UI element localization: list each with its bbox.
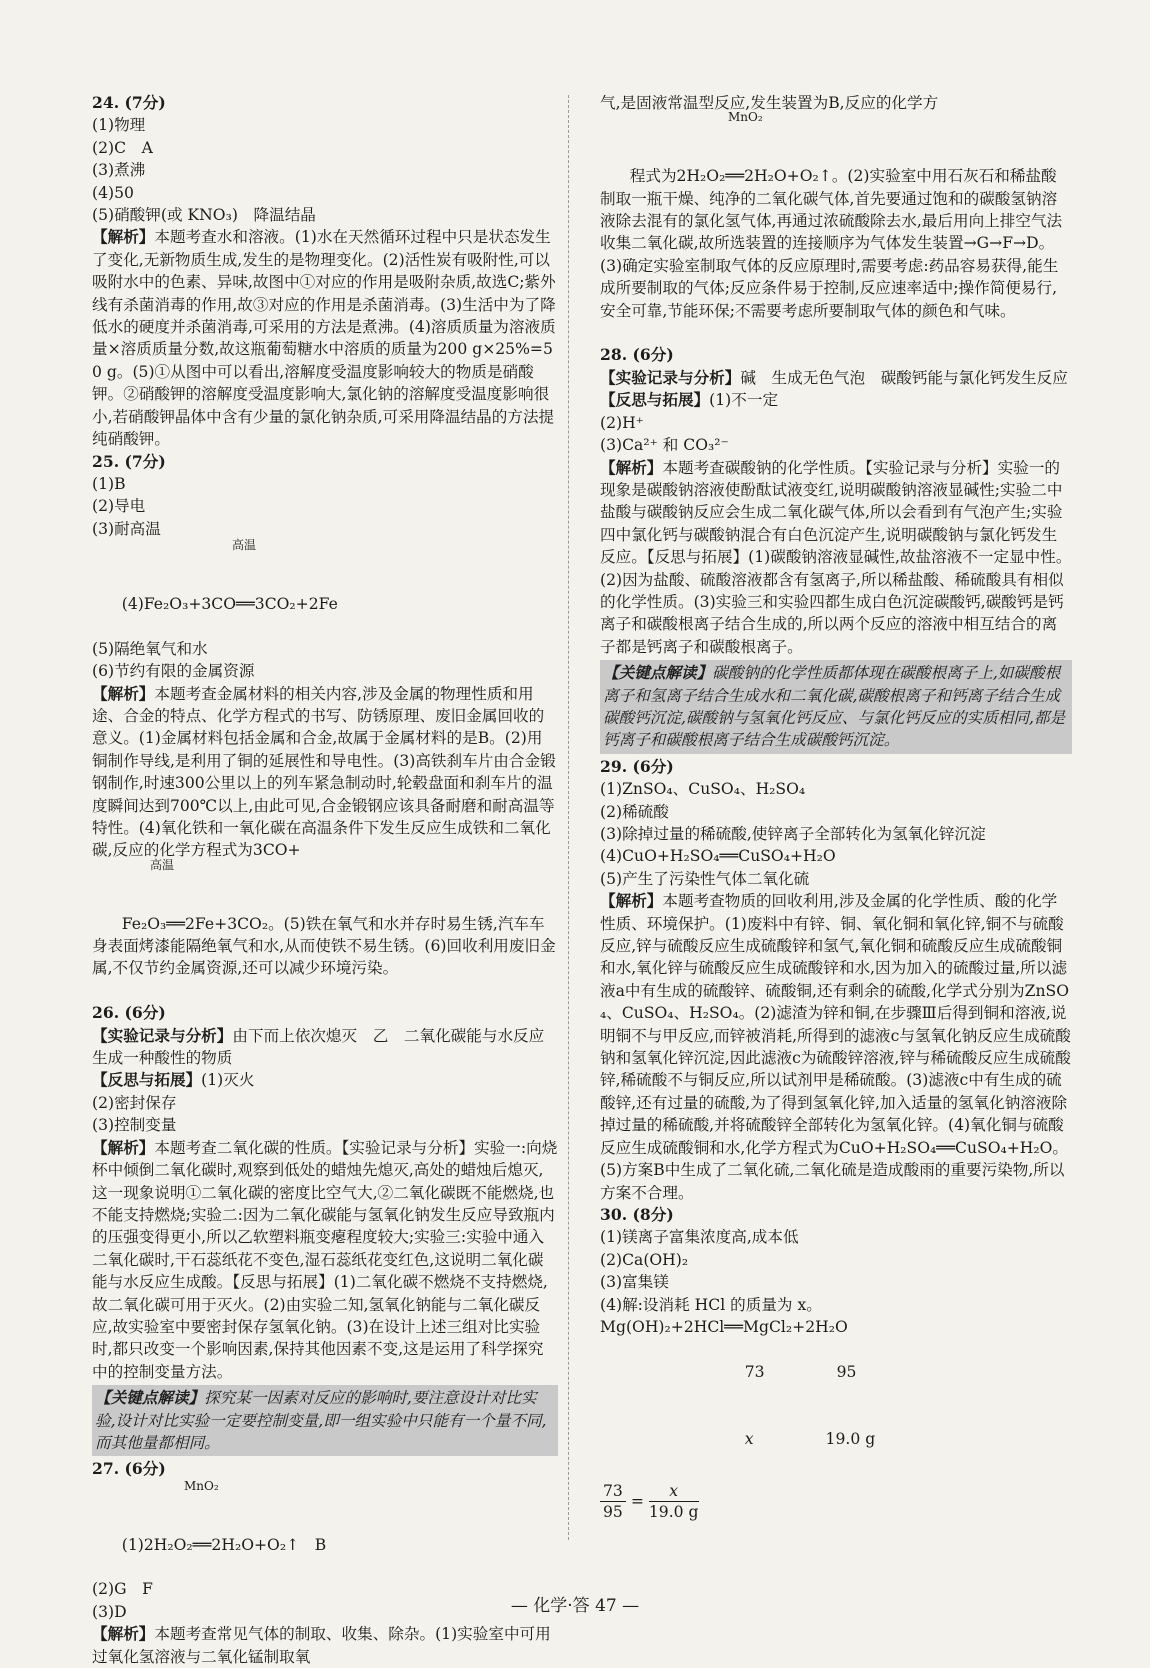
- right-column: [600, 92, 1072, 1522]
- record-tag: 【实验记录与分析】: [600, 367, 741, 387]
- analysis-text: 本题考查常见气体的制取、收集、除杂。(1)实验室中可用过氧化氢溶液与二氧化锰制取氧: [92, 1625, 551, 1666]
- question-24: [92, 92, 558, 451]
- key-point-box: [92, 1385, 558, 1456]
- calc-value: x: [744, 1429, 754, 1448]
- question-27: [92, 1458, 558, 1668]
- fraction-right: [649, 1481, 699, 1522]
- answer-line: (4)解:设消耗 HCl 的质量为 x。: [600, 1295, 822, 1314]
- calc-mass-row: [600, 1338, 1072, 1405]
- analysis-continuation: [600, 110, 1072, 344]
- record-tag: 【实验记录与分析】: [92, 1025, 233, 1045]
- analysis-paragraph: [92, 1137, 558, 1383]
- question-25: [92, 451, 558, 1003]
- question-heading: 26. (6分): [92, 1003, 166, 1023]
- analysis-paragraph: [92, 226, 558, 450]
- key-tag: 【关键点解读】: [603, 663, 713, 683]
- question-heading: 27. (6分): [92, 1459, 166, 1479]
- analysis-paragraph: [600, 890, 1072, 1204]
- answer-line: (5)隔绝氧气和水: [92, 639, 208, 658]
- reflect-text: (1)灭火: [201, 1071, 255, 1090]
- reflect-line: [92, 1069, 558, 1091]
- equation-text: (4)Fe₂O₃+3CO══3CO₂+2Fe: [121, 594, 338, 613]
- answer-line: (5)产生了污染性气体二氧化硫: [600, 869, 810, 888]
- answer-line: (2)H⁺: [600, 413, 644, 432]
- reflect-line: [600, 389, 1072, 411]
- answer-line: (2)密封保存: [92, 1093, 177, 1112]
- analysis-tag: 【解析】: [600, 891, 663, 911]
- answer-line: (1)物理: [92, 116, 146, 135]
- question-heading: 30. (8分): [600, 1204, 674, 1224]
- answer-line: (3)煮沸: [92, 161, 146, 180]
- answer-line: (2)Ca(OH)₂: [600, 1250, 689, 1269]
- analysis-tag: 【解析】: [92, 1137, 155, 1157]
- record-text: 由下而上依次熄灭 乙 二氧化碳能与水反应生成一种酸性的物质: [92, 1026, 545, 1068]
- analysis-continuation: [92, 857, 558, 1002]
- analysis-paragraph: [92, 683, 558, 862]
- answer-line: (2)导电: [92, 497, 146, 516]
- calc-value: 95: [836, 1362, 857, 1381]
- equation-line: [92, 538, 558, 638]
- question-27-continued: [600, 92, 1072, 344]
- reflect-tag: 【反思与拓展】: [92, 1070, 202, 1090]
- answer-line: (3)Ca²⁺ 和 CO₃²⁻: [600, 436, 729, 455]
- record-line: [92, 1025, 558, 1070]
- question-heading: 28. (6分): [600, 345, 674, 365]
- answer-line: (2)C A: [92, 138, 153, 157]
- key-text: 碳酸钠的化学性质都体现在碳酸根离子上,如碳酸根离子和氢离子结合生成水和二氧化碳,碳酸根离子和钙离子结合生成碳酸钙沉淀,碳酸钠与氢氧化钙反应、与氯化钙反应的实质相同,都是钙离子和碳酸根离子结合生成碳酸钙沉淀。: [603, 664, 1066, 750]
- question-28: [600, 344, 1072, 753]
- fraction-left: [600, 1481, 626, 1522]
- equation-text: (1)2H₂O₂══2H₂O+O₂↑ B: [121, 1535, 327, 1554]
- calc-value: 19.0 g: [825, 1429, 876, 1448]
- question-30: [600, 1204, 1072, 1522]
- answer-line: (4)CuO+H₂SO₄══CuSO₄+H₂O: [600, 847, 836, 866]
- key-text: 探究某一因素对反应的影响时,要注意设计对比实验,设计对比实验一定要控制变量,即一组实验中只能有一个量不同,而其他量都相同。: [95, 1389, 547, 1452]
- analysis-text: Fe₂O₃══2Fe+3CO₂。(5)铁在氧气和水并存时易生锈,汽车车身表面烤漆能隔绝氧气和水,从而使铁不易生锈。(6)回收利用废旧金属,不仅节约金属资源,还可以减少环境污染。: [92, 914, 556, 978]
- answer-line: (5)硝酸钾(或 KNO₃) 降温结晶: [92, 206, 316, 225]
- question-heading: 24. (7分): [92, 93, 166, 112]
- answer-line: (1)B: [92, 474, 126, 493]
- record-text: 碱 生成无色气泡 碳酸钙能与氯化钙发生反应: [740, 368, 1068, 387]
- reaction-condition: 高温: [150, 857, 175, 872]
- analysis-text: 本题考查二氧化碳的性质。【实验记录与分析】实验一:向烧杯中倾倒二氧化碳时,观察到低处的蜡烛先熄灭,高处的蜡烛后熄灭,这一现象说明①二氧化碳的密度比空气大,②二氧化碳既不能燃烧,也不能支持燃烧;实验二:因为二氧化碳能与氢氧化钠发生反应导致瓶内的压强变得更小,所以乙软塑料瓶变瘪程度较大;实验三:实验中通入二氧化碳时,干石蕊纸花不变色,湿石蕊纸花变红色,这说明二氧化碳能与水反应生成酸。【反思与拓展】(1)二氧化碳不燃烧不支持燃烧,故二氧化碳可用于灭火。(2)由实验二知,氢氧化钠能与二氧化碳反应,故实验室中要密封保存氢氧化钠。(3)在设计上述三组对比实验时,都只改变一个影响因素,保持其他因素不变,这是运用了科学探究中的控制变量方法。: [92, 1138, 558, 1381]
- equation-line: [92, 1478, 558, 1579]
- calc-value: 73: [744, 1362, 765, 1381]
- question-heading: 29. (6分): [600, 756, 674, 776]
- analysis-tag: 【解析】: [92, 227, 155, 247]
- calc-var-row: [600, 1406, 1072, 1473]
- analysis-text: 程式为2H₂O₂══2H₂O+O₂↑。(2)实验室中用石灰石和稀盐酸制取一瓶干燥、纯净的二氧化碳气体,首先要通过饱和的碳酸氢钠溶液除去混有的氯化氢气体,再通过浓硫酸除去水,最后用向上排空气法收集二氧化碳,故所选装置的连接顺序为气体发生装置→G→F→D。(3)确定实验室制取气体的反应原理时,需要考虑:药品容易获得,能生成所要制取的气体;反应条件易于控制,反应速率适中;操作简便易行,安全可靠,节能环保;不需要考虑所要制取气体的颜色和气味。: [600, 167, 1063, 320]
- answer-line: (6)节约有限的金属资源: [92, 662, 255, 681]
- answer-line: (3)耐高温: [92, 519, 161, 538]
- analysis-paragraph: [600, 457, 1072, 659]
- analysis-text: 本题考查物质的回收利用,涉及金属的化学性质、酸的化学性质、环境保护。(1)废料中有锌、铜、氧化铜和氧化锌,铜不与硫酸反应,锌与硫酸反应生成硫酸锌和氢气,氧化铜和硫酸反应生成硫酸铜和水,氧化锌与硫酸反应生成硫酸锌和水,因为加入的硫酸过量,所以滤液a中有生成的硫酸锌、硫酸铜,还有剩余的硫酸,化学式分别为ZnSO₄、CuSO₄、H₂SO₄。(2)滤渣为锌和铜,在步骤Ⅲ后得到铜和溶液,说明铜不与甲反应,而锌被消耗,所得到的滤液c与氢氧化钠反应生成硫酸钠和氢氧化锌沉淀,因此滤液c为硫酸锌溶液,锌与稀硫酸反应生成硫酸锌,稀硫酸不与铜反应,所以试剂甲是稀硫酸。(3)滤液c中有生成的硫酸锌,还有过量的硫酸,为了得到氢氧化锌,加入适量的氢氧化钠溶液除掉过量的稀硫酸,并将硫酸锌全部转化为氢氧化锌。(4)氧化铜与硫酸反应生成硫酸铜和水,化学方程式为CuO+H₂SO₄══CuSO₄+H₂O。(5)方案B中生成了二氧化硫,二氧化硫是造成酸雨的重要污染物,所以方案不合理。: [600, 892, 1071, 1202]
- answer-line: (3)D: [92, 1602, 127, 1621]
- answer-line: (2)G F: [92, 1580, 153, 1599]
- left-column: [92, 92, 558, 1668]
- page-footer: — 化学·答 47 —: [510, 1596, 640, 1616]
- key-point-box: [600, 660, 1072, 754]
- answer-line: (4)50: [92, 183, 134, 202]
- analysis-text: 本题考查金属材料的相关内容,涉及金属的物理性质和用途、合金的特点、化学方程式的书写、防锈原理、废旧金属回收的意义。(1)金属材料包括金属和合金,故属于金属材料的是B。(2)用铜制作导线,是利用了铜的延展性和导电性。(3)高铁刹车片由合金锻钢制作,时速300公里以上的列车紧急制动时,轮毂盘面和刹车片的温度瞬间达到700℃以上,由此可见,合金锻钢应该具备耐磨和耐高温等特性。(4)氧化铁和一氧化碳在高温条件下发生反应生成铁和二氧化碳,反应的化学方程式为3CO+: [92, 684, 556, 860]
- fraction-denominator: 95: [603, 1502, 623, 1521]
- reaction-condition: MnO₂: [184, 1478, 219, 1493]
- analysis-paragraph: [92, 1623, 558, 1668]
- answer-line: (1)ZnSO₄、CuSO₄、H₂SO₄: [600, 780, 806, 799]
- fraction-numerator: 73: [600, 1481, 626, 1502]
- analysis-tag: 【解析】: [92, 683, 155, 703]
- answer-line: (3)除掉过量的稀硫酸,使锌离子全部转化为氢氧化锌沉淀: [600, 825, 986, 843]
- analysis-text: 本题考查碳酸钠的化学性质。【实验记录与分析】实验一的现象是碳酸钠溶液使酚酞试液变红,说明碳酸钠溶液显碱性;实验二中盐酸与碳酸钠反应会生成二氧化碳气体,所以会看到有气泡产生;实验四中氯化钙与碳酸钠混合有白色沉淀产生,说明碳酸钠与氯化钙发生反应。【反思与拓展】(1)碳酸钠溶液显碱性,故盐溶液不一定显中性。(2)因为盐酸、硫酸溶液都含有氢离子,所以稀盐酸、稀硫酸具有相似的化学性质。(3)实验三和实验四都生成白色沉淀碳酸钙,碳酸钙是钙离子和碳酸根离子结合生成的,所以两个反应的溶液中相互结合的离子都是钙离子和碳酸根离子。: [600, 458, 1072, 656]
- key-tag: 【关键点解读】: [95, 1388, 205, 1408]
- analysis-text: 气,是固液常温型反应,发生装置为B,反应的化学方: [600, 94, 939, 112]
- question-heading: 25. (7分): [92, 451, 166, 471]
- reflect-text: (1)不一定: [709, 391, 779, 410]
- analysis-tag: 【解析】: [600, 457, 663, 477]
- reflect-tag: 【反思与拓展】: [600, 390, 710, 410]
- analysis-tag: 【解析】: [92, 1624, 155, 1644]
- reaction-condition: 高温: [232, 538, 257, 553]
- answer-line: (3)富集镁: [600, 1273, 669, 1292]
- proportion: $\frac{73}{95}$ = $\frac{x}{19.0 g}$: [600, 1481, 1072, 1522]
- reaction-condition: MnO₂: [728, 110, 763, 125]
- fraction-numerator: x: [649, 1481, 699, 1502]
- record-line: [600, 367, 1072, 389]
- question-26: [92, 1002, 558, 1456]
- question-29: [600, 756, 1072, 1204]
- analysis-text: 本题考查水和溶液。(1)水在天然循环过程中只是状态发生了变化,无新物质生成,发生的是物理变化。(2)活性炭有吸附性,可以吸附水中的色素、异味,故图中①对应的作用是吸附杂质,故选C;紫外线有杀菌消毒的作用,故③对应的作用是杀菌消毒。(3)生活中为了降低水的硬度并杀菌消毒,可采用的方法是煮沸。(4)溶质质量为溶液质量×溶质质量分数,故这瓶葡萄糖水中溶质的质量为200 g×25%=50 g。(5)①从图中可以看出,溶解度受温度影响较大的物质是硝酸钾。②硝酸钾的溶解度受温度影响大,氯化钠的溶解度受温度影响很小,若硝酸钾晶体中含有少量的氯化钠杂质,可采用降温结晶的方法提纯硝酸钾。: [92, 228, 556, 449]
- answer-line: (3)控制变量: [92, 1116, 177, 1135]
- fraction-denominator: 19.0 g: [648, 1502, 699, 1521]
- column-divider: [568, 95, 569, 1540]
- answer-line: (1)镁离子富集浓度高,成本低: [600, 1228, 799, 1247]
- answer-line: (2)稀硫酸: [600, 802, 669, 821]
- calc-equation: Mg(OH)₂+2HCl══MgCl₂+2H₂O: [600, 1317, 848, 1336]
